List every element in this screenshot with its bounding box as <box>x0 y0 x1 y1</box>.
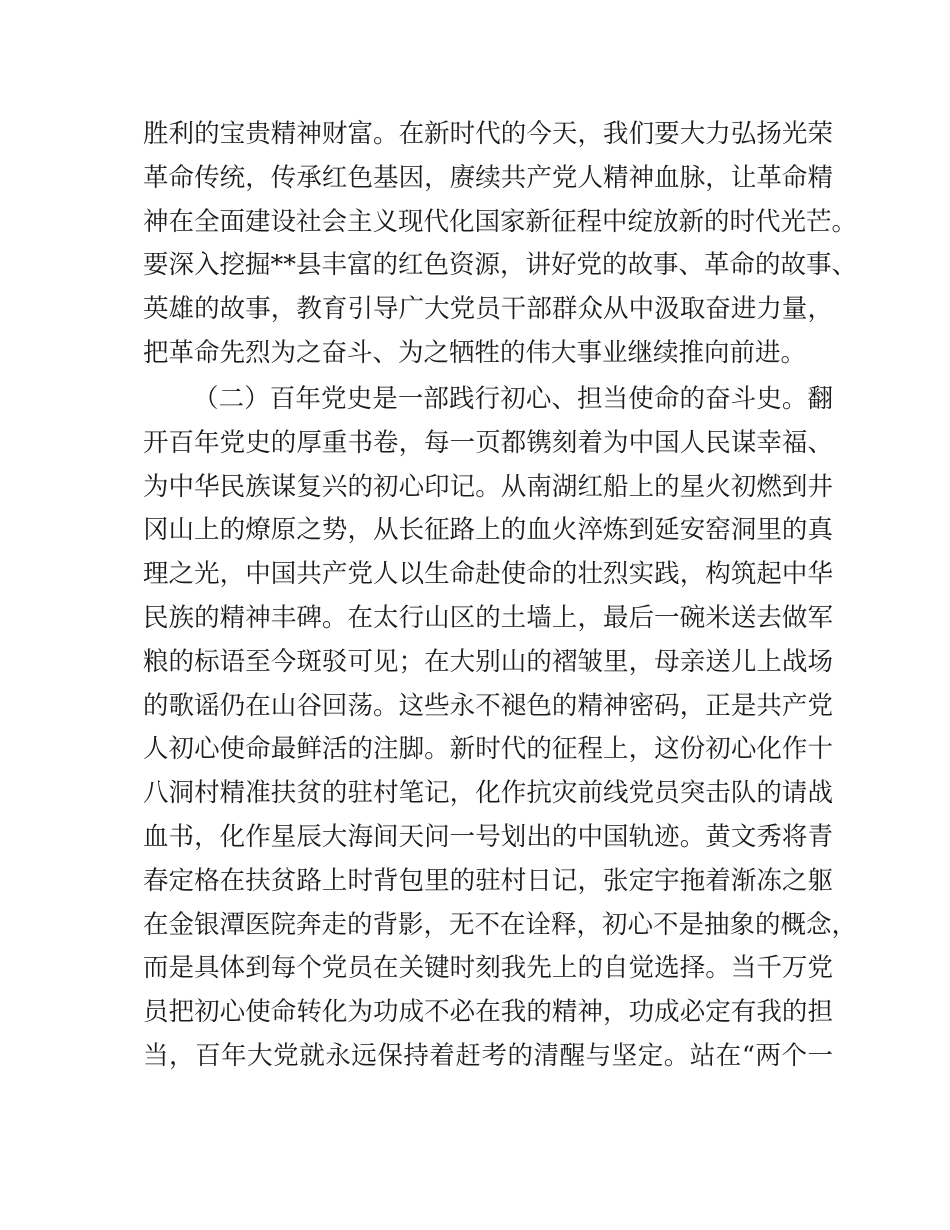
text-line: 血书，化作星辰大海间天问一号划出的中国轨迹。黄文秀将青 <box>143 821 833 852</box>
text-line: 粮的标语至今斑驳可见；在大别山的褶皱里，母亲送儿上战场 <box>143 646 833 677</box>
text-line: 革命传统，传承红色基因，赓续共产党人精神血脉，让革命精 <box>143 162 833 193</box>
text-line: 八洞村精准扶贫的驻村笔记，化作抗灾前线党员突击队的请战 <box>143 778 833 809</box>
text-line: 而是具体到每个党员在关键时刻我先上的自觉选择。当千万党 <box>143 953 833 984</box>
paragraph-heading-line: （二）百年党史是一部践行初心、担当使命的奋斗史。翻 <box>193 384 833 414</box>
text-line: 为中华民族谋复兴的初心印记。从南湖红船上的星火初燃到井 <box>143 471 833 502</box>
text-line: 当，百年大党就永远保持着赶考的清醒与坚定。站在“两个一 <box>143 1040 833 1071</box>
paragraph-two <box>143 378 858 1079</box>
text-line: 把革命先烈为之奋斗、为之牺牲的伟大事业继续推向前进。 <box>143 337 807 368</box>
text-line: 胜利的宝贵精神财富。在新时代的今天，我们要大力弘扬光荣 <box>143 119 833 149</box>
paragraph-continued <box>143 113 858 376</box>
text-line: 神在全面建设社会主义现代化国家新征程中绽放新的时代光芒。 <box>143 206 858 237</box>
text-line: 英雄的故事，教育引导广大党员干部群众从中汲取奋进力量， <box>143 294 833 325</box>
text-line: 在金银潭医院奔走的背影，无不在诠释，初心不是抽象的概念， <box>143 909 858 940</box>
text-line: 开百年党史的厚重书卷，每一页都镌刻着为中国人民谋幸福、 <box>143 427 833 458</box>
text-line: 理之光，中国共产党人以生命赴使命的壮烈实践，构筑起中华 <box>143 559 833 590</box>
text-line: 要深入挖掘**县丰富的红色资源，讲好党的故事、革命的故事、 <box>143 250 858 281</box>
text-line: 民族的精神丰碑。在太行山区的土墙上，最后一碗米送去做军 <box>143 602 833 633</box>
text-line: 人初心使命最鲜活的注脚。新时代的征程上，这份初心化作十 <box>143 734 833 765</box>
text-line: 春定格在扶贫路上时背包里的驻村日记，张定宇拖着渐冻之躯 <box>143 865 833 896</box>
text-line: 冈山上的燎原之势，从长征路上的血火淬炼到延安窑洞里的真 <box>143 515 833 546</box>
text-line: 员把初心使命转化为功成不必在我的精神，功成必定有我的担 <box>143 997 833 1028</box>
text-line: 的歌谣仍在山谷回荡。这些永不褪色的精神密码，正是共产党 <box>143 690 833 721</box>
